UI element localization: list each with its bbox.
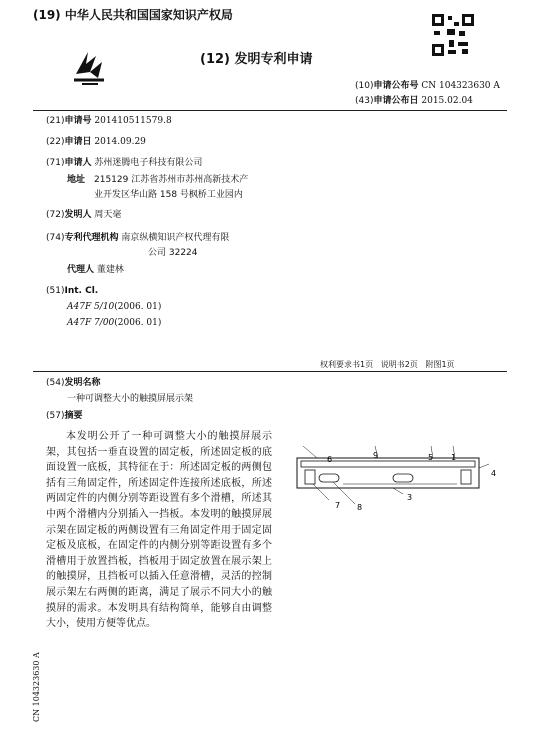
- agency-label: 专利代理机构: [64, 233, 119, 243]
- pub-date-code: (43): [355, 96, 374, 106]
- pub-date-line: [355, 95, 473, 107]
- agency-line: [46, 232, 229, 244]
- intcl-2-year: (2006. 01): [114, 318, 162, 328]
- qr-code-icon: [432, 14, 474, 56]
- pub-no: CN 104323630 A: [421, 81, 500, 91]
- title-heading: [46, 377, 101, 389]
- address-line-2: 业开发区华山路 158 号枫桥工业园内: [94, 190, 243, 200]
- country-line: [33, 8, 233, 23]
- inventor-label: 发明人: [64, 210, 92, 220]
- applicant-code: (71): [46, 158, 65, 168]
- inventor: 周天毫: [94, 210, 122, 220]
- title-label: 发明名称: [64, 378, 101, 388]
- app-no-line: [46, 115, 172, 127]
- device-figure: [283, 446, 505, 526]
- figure-label-9: 9: [373, 451, 379, 460]
- address-line-1: 215129 江苏省苏州市苏州高新技术产: [94, 175, 249, 185]
- intcl-1-year: (2006. 01): [114, 302, 162, 312]
- abstract-text: 本发明公开了一种可调整大小的触摸屏展示架，其包括一垂直设置的固定板，所述固定板的底面设置一底板，其特征在于：所述固定板的两侧包括有三角固定件，所述固定件连接所述底板，所述两固定件的内侧分别等距设置有多个滑槽，所述其中两个滑槽内分别插入一挡板。本发明的触摸屏展示架在固定板的两侧设置有三角固定件用于固定固定板及底板，在固定件的内侧分别等距设置有多个滑槽用于放置挡板，挡板用于固定放置在展示架上的触摸屏，且挡板可以插入任意滑槽，灵活的控制展示架左右两侧的距离，满足了展示不同大小的触摸屏的需求。本发明具有结构简单，能够自由调整大小，使用方便等优点。: [46, 431, 272, 630]
- intcl-2-class: A47F 7/00: [67, 318, 115, 328]
- doc-type: 发明专利申请: [234, 52, 313, 67]
- inventor-line: [46, 209, 121, 221]
- page-counts: [320, 359, 455, 370]
- abstract-body: [46, 429, 272, 632]
- agency-code: (74): [46, 233, 65, 243]
- agent-line: [67, 264, 124, 276]
- doc-type-code: (12): [200, 52, 230, 67]
- figure-label-4: 4: [491, 469, 497, 478]
- inventor-code: (72): [46, 210, 65, 220]
- title-code: (54): [46, 378, 65, 388]
- app-date-code: (22): [46, 137, 65, 147]
- drawing-pages: 附图1页: [425, 360, 455, 369]
- header-divider: [33, 110, 507, 111]
- applicant-line: [46, 157, 202, 169]
- figure-label-6: 6: [327, 455, 333, 464]
- app-no-code: (21): [46, 116, 65, 126]
- address-label: 地址: [67, 175, 86, 185]
- app-date: 2014.09.29: [94, 137, 146, 147]
- app-date-label: 申请日: [64, 137, 92, 147]
- invention-title: 一种可调整大小的触摸屏展示架: [67, 394, 194, 404]
- applicant: 苏州迷腾电子科技有限公司: [94, 158, 203, 168]
- agency-line-1: 南京纵横知识产权代理有限: [121, 233, 230, 243]
- side-margin-pub-no: CN 104323630 A: [32, 652, 41, 722]
- agent-label: 代理人: [67, 265, 95, 275]
- agent: 董建林: [96, 265, 124, 275]
- emblem-logo: [72, 48, 108, 86]
- pub-no-label: 申请公布号: [373, 81, 419, 91]
- intcl-line: [46, 285, 98, 297]
- country-name: 中华人民共和国国家知识产权局: [64, 8, 233, 22]
- pub-date: 2015.02.04: [421, 96, 473, 106]
- abstract-label: 摘要: [64, 411, 83, 421]
- claims-pages: 权利要求书1页: [320, 360, 374, 369]
- intcl-1-class: A47F 5/10: [67, 302, 115, 312]
- app-no-label: 申请号: [64, 116, 92, 126]
- doc-type-line: [200, 52, 313, 67]
- figure-label-1: 1: [451, 453, 457, 462]
- abstract-code: (57): [46, 411, 65, 421]
- figure-label-5: 5: [428, 453, 434, 462]
- app-date-line: [46, 136, 146, 148]
- applicant-label: 申请人: [64, 158, 92, 168]
- intcl-label: Int. Cl.: [64, 286, 99, 296]
- intcl-1: [67, 301, 161, 313]
- intcl-2: [67, 317, 161, 329]
- section-divider: [33, 371, 507, 372]
- abstract-heading: [46, 410, 83, 422]
- description-pages: 说明书2页: [380, 360, 418, 369]
- pub-date-label: 申请公布日: [373, 96, 419, 106]
- pub-number-line: [355, 80, 500, 92]
- intcl-code: (51): [46, 286, 65, 296]
- app-no: 201410511579.8: [94, 116, 172, 126]
- figure-label-8: 8: [357, 503, 363, 512]
- figure-label-3: 3: [407, 493, 413, 502]
- figure-label-7: 7: [335, 501, 341, 510]
- country-code: (19): [33, 8, 61, 22]
- agency-line-2: 公司 32224: [148, 248, 198, 258]
- pub-no-code: (10): [355, 81, 374, 91]
